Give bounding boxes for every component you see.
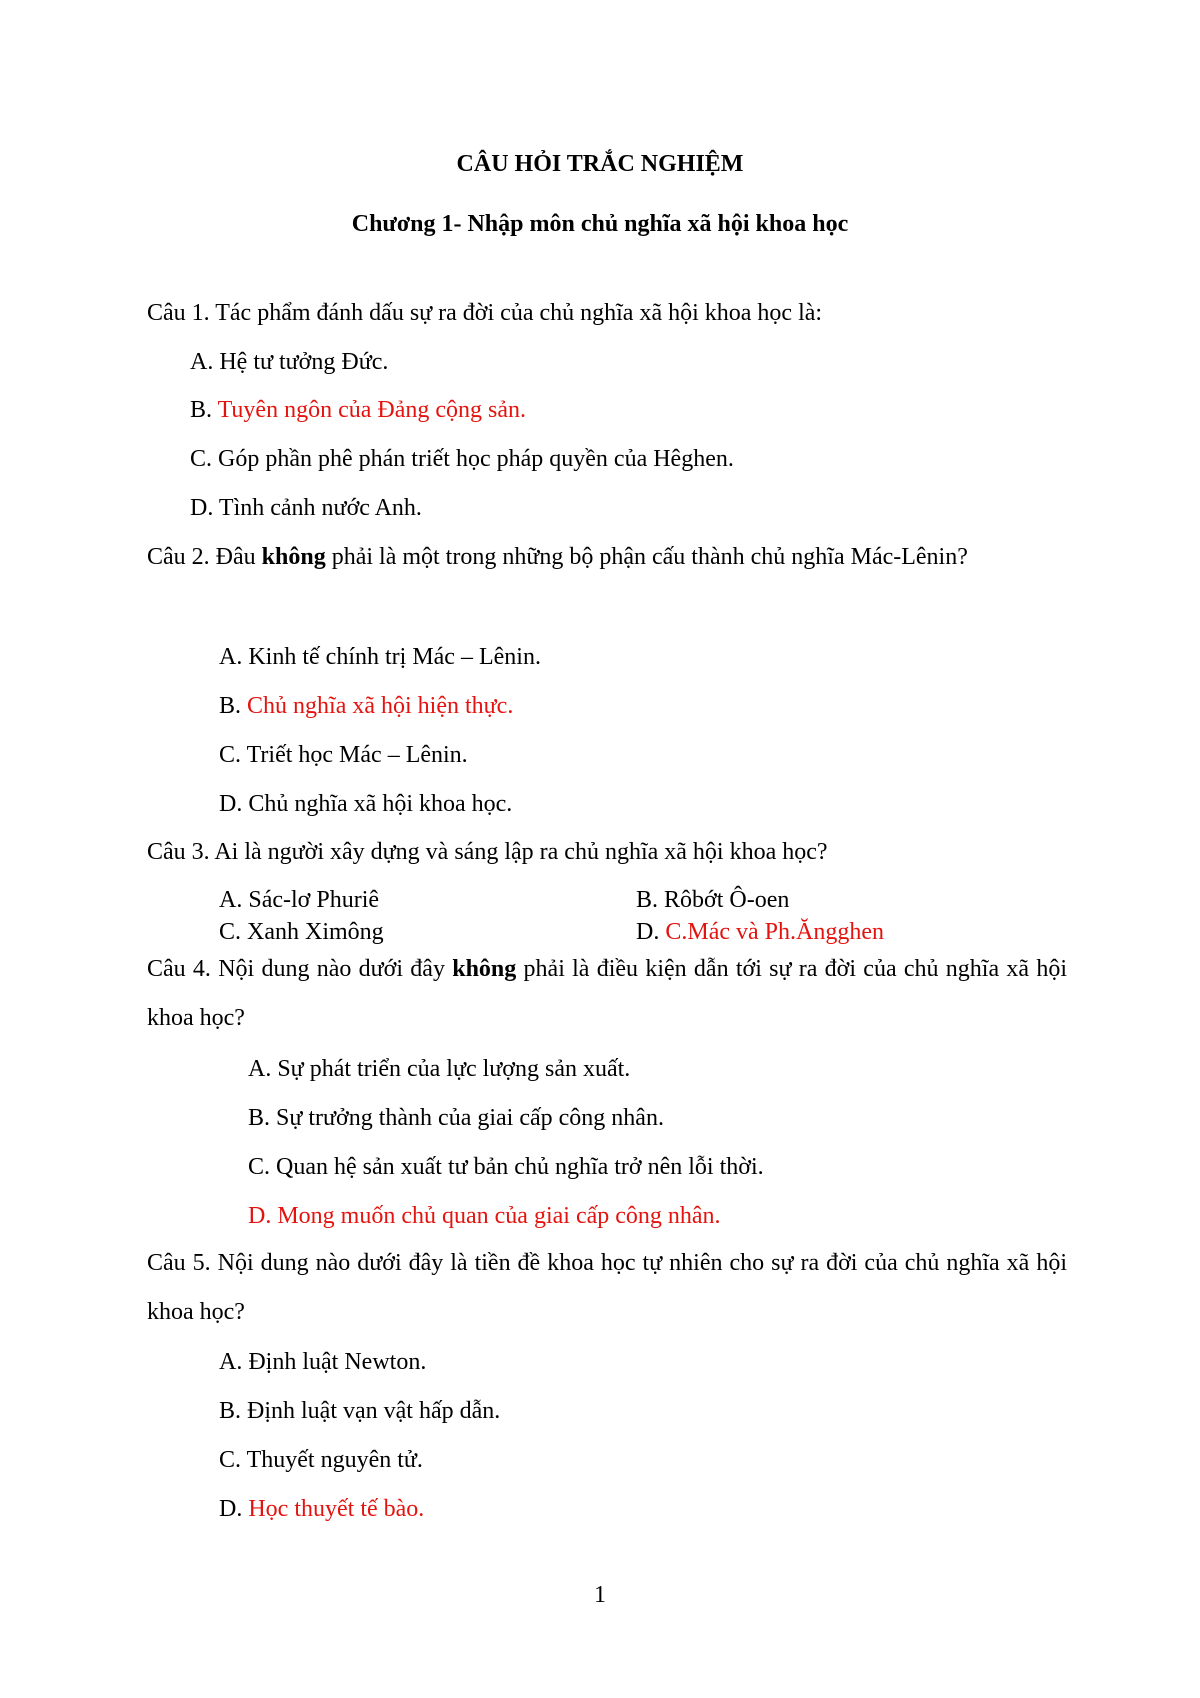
emphasis-text: không bbox=[261, 544, 326, 570]
option-letter: D. bbox=[636, 919, 660, 945]
question-4-option-d-correct: D. Mong muốn chủ quan của giai cấp công nhân. bbox=[248, 1203, 721, 1229]
question-2-option-a bbox=[219, 645, 541, 669]
question-4-option-a: A. Sự phát triển của lực lượng sản xuất. bbox=[248, 1056, 631, 1082]
option-letter: C. bbox=[219, 742, 242, 768]
option-letter: A. bbox=[190, 349, 214, 375]
option-text: Xanh Ximông bbox=[247, 919, 384, 945]
question-text: Câu 2. Đâu bbox=[147, 544, 262, 570]
option-letter: B. bbox=[219, 693, 242, 719]
question-2-text bbox=[147, 533, 1067, 582]
option-text: Góp phần phê phán triết học pháp quyền của Hêghen. bbox=[218, 446, 734, 472]
option-letter: D. bbox=[219, 791, 243, 817]
option-letter: C. bbox=[219, 1447, 242, 1473]
chapter-subtitle: Chương 1- Nhập môn chủ nghĩa xã hội khoa học bbox=[351, 211, 849, 237]
correct-answer: C.Mác và Ph.Ăngghen bbox=[665, 919, 884, 945]
question-2-option-d bbox=[219, 792, 512, 816]
option-letter: A. bbox=[219, 887, 243, 913]
question-1-option-d bbox=[190, 496, 422, 520]
question-3-option-c bbox=[219, 920, 384, 944]
option-letter: B. bbox=[190, 397, 213, 423]
question-2-option-c bbox=[219, 743, 468, 767]
option-text: Định luật Newton. bbox=[248, 1349, 427, 1375]
page-number: 1 bbox=[594, 1582, 606, 1608]
option-letter: D. bbox=[219, 1496, 243, 1522]
question-1-text: Câu 1. Tác phẩm đánh dấu sự ra đời của chủ nghĩa xã hội khoa học là: bbox=[147, 300, 823, 326]
option-letter: B. bbox=[219, 1398, 242, 1424]
option-text: Hệ tư tưởng Đức. bbox=[219, 349, 389, 375]
option-letter: A. bbox=[219, 1349, 243, 1375]
correct-answer: Chủ nghĩa xã hội hiện thực. bbox=[247, 693, 514, 719]
option-text: Chủ nghĩa xã hội khoa học. bbox=[248, 791, 513, 817]
question-3-option-d bbox=[636, 920, 884, 944]
question-5-option-a bbox=[219, 1350, 426, 1374]
option-letter: B. bbox=[636, 887, 659, 913]
question-5-option-c bbox=[219, 1448, 423, 1472]
question-4-option-b: B. Sự trưởng thành của giai cấp công nhân. bbox=[248, 1105, 664, 1131]
question-1-option-a bbox=[190, 350, 388, 374]
question-4-option-c: C. Quan hệ sản xuất tư bản chủ nghĩa trở nên lỗi thời. bbox=[248, 1154, 764, 1180]
question-text: phải là một trong những bộ phận cấu thành chủ nghĩa Mác-Lênin? bbox=[325, 544, 968, 570]
option-text: Tình cảnh nước Anh. bbox=[218, 495, 422, 521]
emphasis-text: không bbox=[452, 956, 517, 982]
option-letter: A. bbox=[219, 644, 243, 670]
question-2-option-b bbox=[219, 694, 513, 718]
correct-answer: Tuyên ngôn của Đảng cộng sản. bbox=[217, 397, 526, 423]
option-text: Định luật vạn vật hấp dẫn. bbox=[247, 1398, 501, 1424]
option-letter: D. bbox=[190, 495, 214, 521]
question-3-option-b bbox=[636, 888, 789, 912]
option-text: Kinh tế chính trị Mác – Lênin. bbox=[248, 644, 541, 670]
option-letter: C. bbox=[219, 919, 242, 945]
question-1-option-c bbox=[190, 447, 734, 471]
option-letter: C. bbox=[190, 446, 213, 472]
question-text: phải là điều kiện dẫn tới sự ra đời của chủ nghĩa xã hội khoa học? bbox=[147, 956, 1067, 1031]
question-3-option-a bbox=[219, 888, 379, 912]
question-5-option-d bbox=[219, 1497, 424, 1521]
question-4-text bbox=[147, 945, 1067, 1043]
option-text: Triết học Mác – Lênin. bbox=[246, 742, 468, 768]
option-text: Sác-lơ Phuriê bbox=[248, 887, 380, 913]
correct-answer: Học thuyết tế bào. bbox=[248, 1496, 425, 1522]
question-1-option-b bbox=[190, 398, 526, 422]
question-5-option-b bbox=[219, 1399, 500, 1423]
question-5-text: Câu 5. Nội dung nào dưới đây là tiền đề khoa học tự nhiên cho sự ra đời của chủ nghĩa xã hội khoa học? bbox=[147, 1250, 1067, 1325]
document-title: CÂU HỎI TRẮC NGHIỆM bbox=[456, 151, 744, 177]
option-text: Rôbớt Ô-oen bbox=[664, 887, 790, 913]
option-text: Thuyết nguyên tử. bbox=[246, 1447, 423, 1473]
question-text: Câu 4. Nội dung nào dưới đây bbox=[147, 956, 453, 982]
question-3-text: Câu 3. Ai là người xây dựng và sáng lập ra chủ nghĩa xã hội khoa học? bbox=[147, 839, 828, 865]
